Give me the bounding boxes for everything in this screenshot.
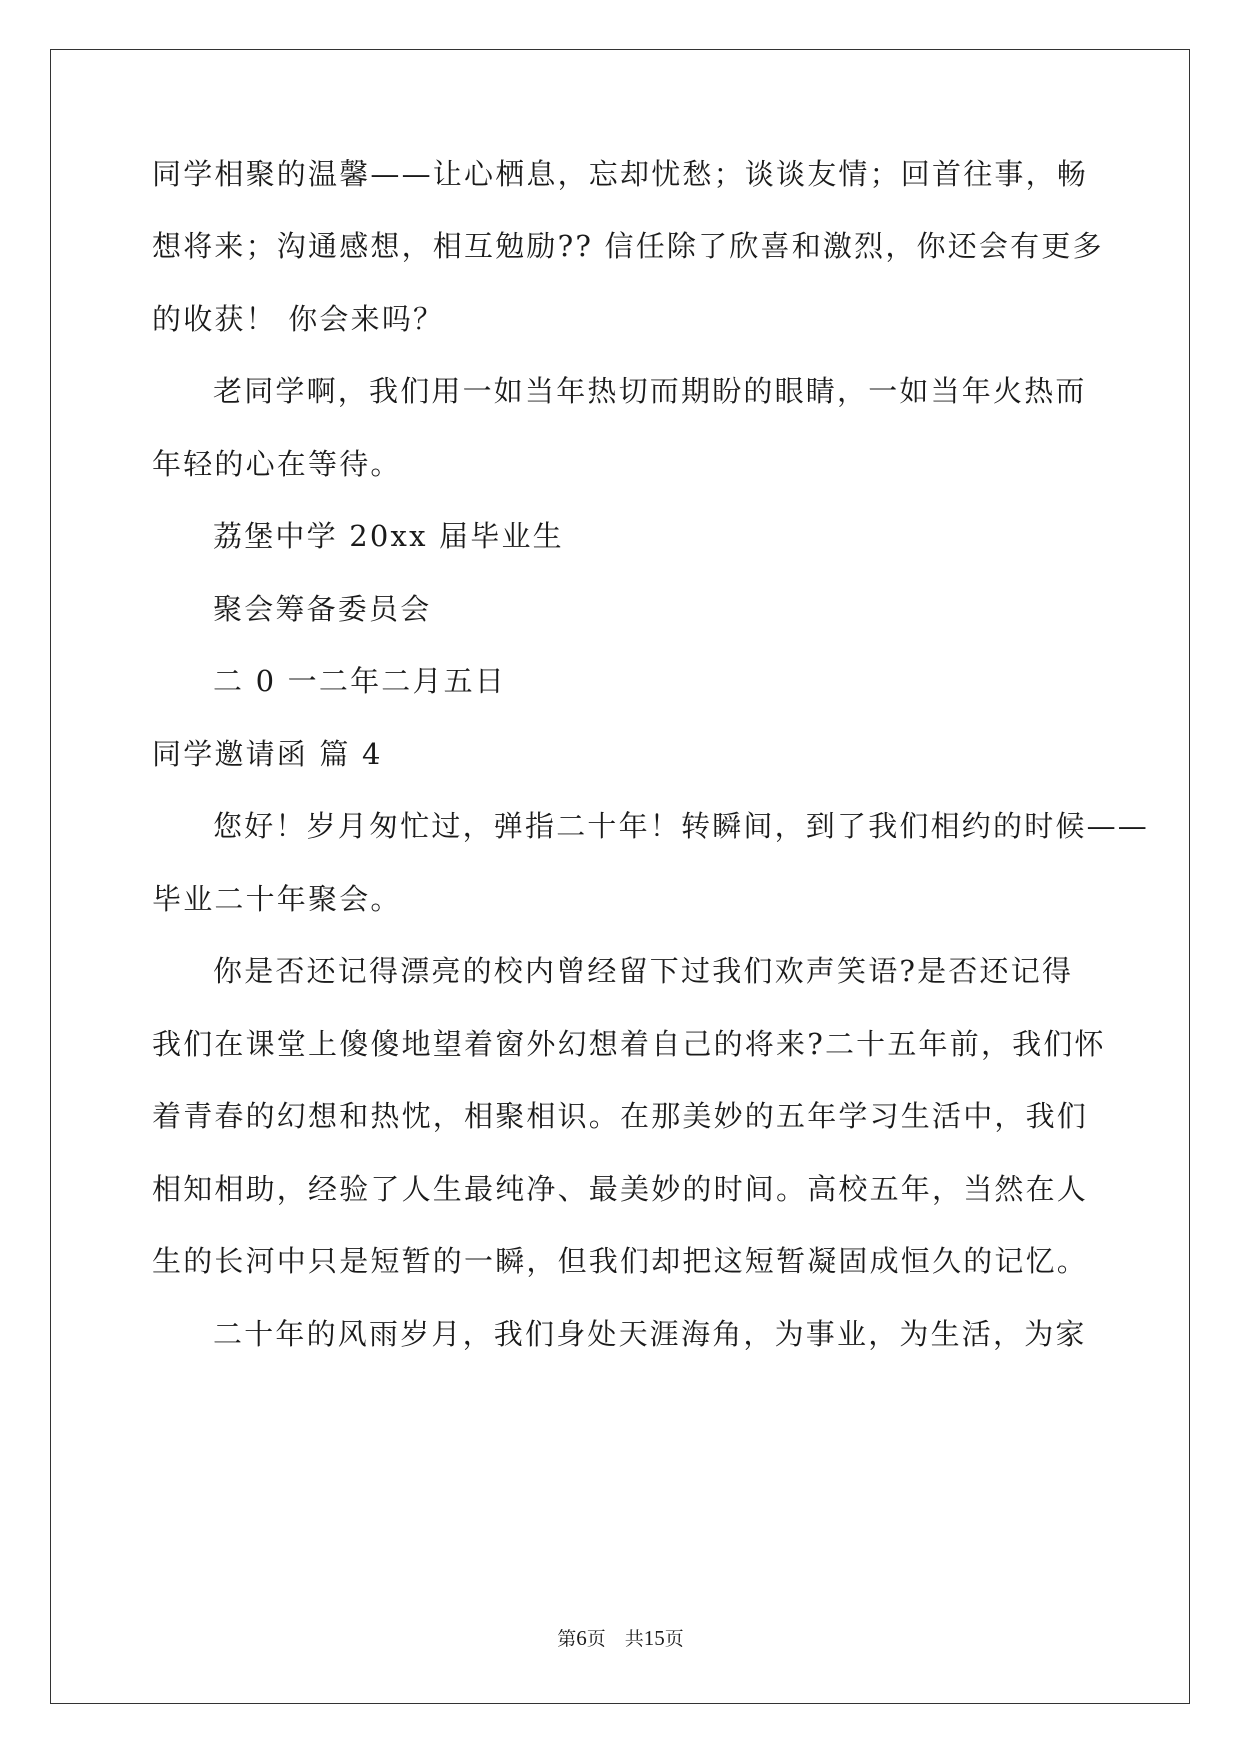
text-line: 二十年的风雨岁月，我们身处天涯海角，为事业，为生活，为家	[213, 1317, 1087, 1351]
footer-page-prefix: 第	[557, 1628, 577, 1650]
footer-page-total: 15	[643, 1626, 665, 1650]
text-line: 相知相助，经验了人生最纯净、最美妙的时间。高校五年，当然在人	[152, 1172, 1089, 1206]
text-line: 生的长河中只是短暂的一瞬，但我们却把这短暂凝固成恒久的记忆。	[152, 1244, 1089, 1278]
text-line: 年轻的心在等待。	[152, 447, 402, 481]
text-line: 毕业二十年聚会。	[152, 882, 402, 916]
page-footer	[0, 1626, 1241, 1651]
text-line: 我们在课堂上傻傻地望着窗外幻想着自己的将来?二十五年前，我们怀	[152, 1027, 1106, 1061]
text-line: 你是否还记得漂亮的校内曾经留下过我们欢声笑语?是否还记得	[213, 954, 1074, 988]
text-line: 的收获！ 你会来吗？	[152, 302, 445, 336]
signature-school: 荔堡中学 20xx 届毕业生	[213, 519, 564, 553]
text-line: 您好！岁月匆忙过，弹指二十年！转瞬间，到了我们相约的时候——	[213, 809, 1150, 843]
section-heading: 同学邀请函 篇 4	[152, 737, 383, 771]
page-frame	[50, 49, 1190, 1704]
signature-date: 二 0 一二年二月五日	[213, 664, 507, 698]
text-line: 同学相聚的温馨——让心栖息，忘却忧愁；谈谈友情；回首往事，畅	[152, 157, 1089, 191]
footer-page-mid: 页 共	[586, 1628, 644, 1650]
text-line: 着青春的幻想和热忱，相聚相识。在那美妙的五年学习生活中，我们	[152, 1099, 1089, 1133]
footer-page-suffix: 页	[664, 1628, 684, 1650]
footer-page-current: 6	[576, 1626, 587, 1650]
text-line: 想将来；沟通感想，相互勉励?? 信任除了欣喜和激烈，你还会有更多	[152, 229, 1104, 263]
text-line: 老同学啊，我们用一如当年热切而期盼的眼睛，一如当年火热而	[213, 374, 1087, 408]
signature-committee: 聚会筹备委员会	[213, 592, 432, 626]
